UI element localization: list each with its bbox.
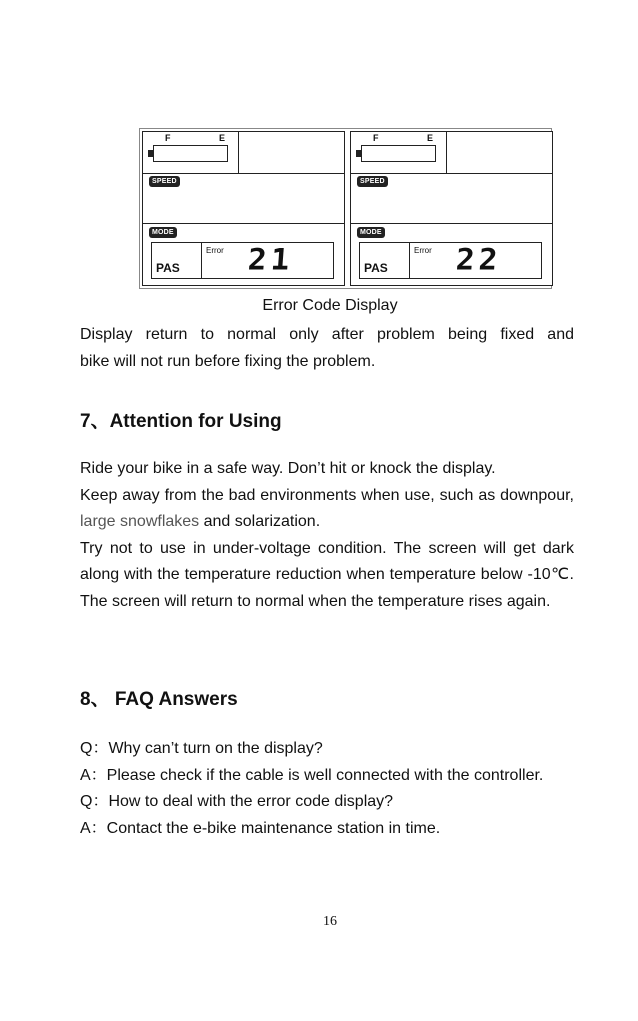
- highlight-text: large snowflakes: [80, 513, 200, 530]
- figure-caption: Error Code Display: [262, 297, 398, 314]
- faq-list: [80, 736, 574, 842]
- mode-row: [143, 224, 344, 286]
- error-code: 21: [246, 242, 295, 278]
- section-7-body: [80, 456, 574, 615]
- attention-paragraph-1: Ride your bike in a safe way. Don’t hit or knock the display.: [80, 460, 496, 477]
- battery-icon: [153, 145, 228, 162]
- mode-badge: MODE: [149, 227, 177, 238]
- faq-question-1: Q：Why can’t turn on the display?: [80, 740, 323, 757]
- faq-answer-1: A：Please check if the cable is well connected with the controller.: [80, 766, 544, 784]
- speed-badge: SPEED: [149, 176, 180, 187]
- faq-question-2: Q：How to deal with the error code display?: [80, 793, 394, 810]
- fuel-empty-label: E: [219, 133, 226, 143]
- battery-row: [351, 132, 552, 174]
- attention-paragraph-2: Keep away from the bad environments when use, such as downpour, large snowflakes and solarization.: [80, 486, 574, 530]
- battery-icon: [361, 145, 436, 162]
- speed-badge: SPEED: [357, 176, 388, 187]
- intro-line-2: bike will not run before fixing the problem.: [80, 352, 376, 370]
- section-7-heading: 7、Attention for Using: [80, 411, 282, 432]
- mode-badge: MODE: [357, 227, 385, 238]
- error-code-figure: [139, 128, 552, 289]
- battery-row: [143, 132, 344, 174]
- error-label: Error: [206, 246, 224, 255]
- error-code: 22: [454, 242, 503, 278]
- section-8-heading: 8、 FAQ Answers: [80, 689, 238, 710]
- pas-box: [359, 242, 542, 279]
- page-number: 16: [323, 914, 337, 929]
- fuel-full-label: F: [165, 133, 171, 143]
- speed-row: [143, 173, 344, 224]
- mode-row: [351, 224, 552, 286]
- intro-paragraph: [80, 322, 574, 375]
- fuel-full-label: F: [373, 133, 379, 143]
- attention-paragraph-3: Try not to use in under-voltage condition. The screen will get dark along with the temperature reduction when temperature below -10℃. The screen will return to normal when the temperature rises again.: [80, 539, 574, 610]
- pas-label: PAS: [364, 261, 388, 275]
- intro-line-1: Display return to normal only after problem being fixed and: [80, 326, 574, 343]
- fuel-empty-label: E: [427, 133, 434, 143]
- pas-label: PAS: [156, 261, 180, 275]
- speed-row: [351, 173, 552, 224]
- error-label: Error: [414, 246, 432, 255]
- lcd-panel-error-22: [350, 131, 553, 286]
- faq-answer-2: A：Contact the e-bike maintenance station in time.: [80, 819, 441, 837]
- lcd-panel-error-21: [142, 131, 345, 286]
- pas-box: [151, 242, 334, 279]
